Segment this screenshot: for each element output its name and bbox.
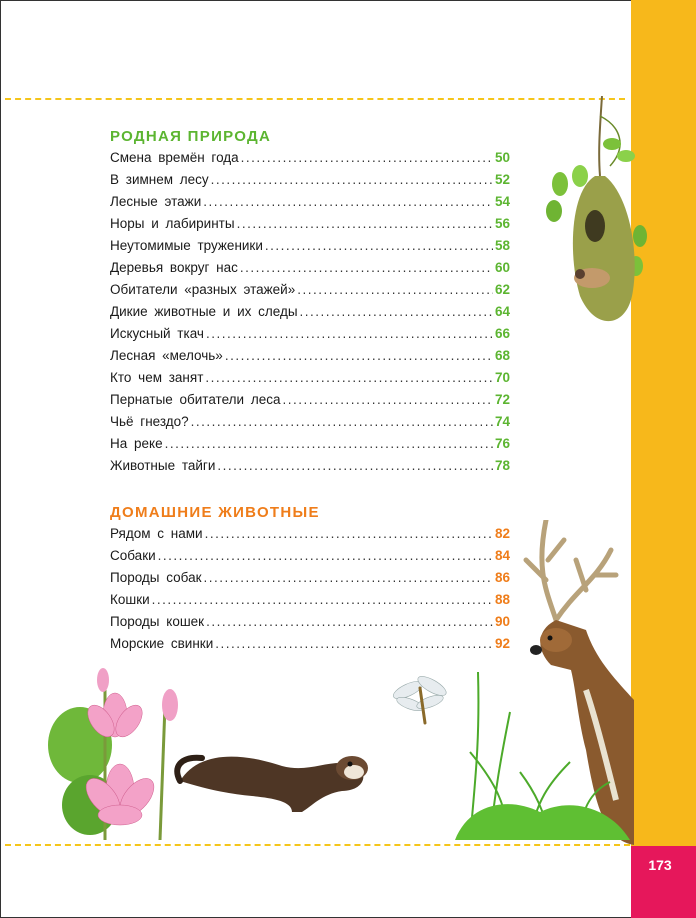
toc-entry-title: Морские свинки: [110, 636, 214, 651]
toc-entry[interactable]: [110, 191, 510, 213]
toc-entry[interactable]: [110, 433, 510, 455]
toc-entry-title: В зимнем лесу: [110, 172, 209, 187]
dashed-divider-top: [5, 98, 625, 100]
toc-leader-dots: [206, 611, 493, 633]
toc-entry[interactable]: [110, 523, 510, 545]
ferret-illustration: [172, 736, 372, 816]
toc-entry[interactable]: [110, 345, 510, 367]
toc-leader-dots: [205, 523, 493, 545]
section-title: ДОМАШНИЕ ЖИВОТНЫЕ: [110, 504, 320, 521]
toc-entry-title: Смена времён года: [110, 150, 239, 165]
toc-leader-dots: [205, 367, 493, 389]
toc-entry-page: 68: [494, 348, 510, 363]
toc-leader-dots: [206, 323, 493, 345]
toc-leader-dots: [225, 345, 493, 367]
toc-entry[interactable]: [110, 257, 510, 279]
toc-entry[interactable]: [110, 389, 510, 411]
toc-leader-dots: [217, 455, 493, 477]
toc-entry-page: 74: [494, 414, 510, 429]
toc-entry-page: 70: [494, 370, 510, 385]
toc-entry-page: 56: [494, 216, 510, 231]
toc-leader-dots: [237, 213, 493, 235]
toc-entry-page: 54: [494, 194, 510, 209]
toc-entry[interactable]: [110, 611, 510, 633]
toc-section-nature: [110, 126, 510, 477]
toc-entry-page: 88: [494, 592, 510, 607]
toc-entry-title: Искусный ткач: [110, 326, 204, 341]
toc-entry-title: Животные тайги: [110, 458, 216, 473]
toc-entry[interactable]: [110, 301, 510, 323]
toc-entry-title: Кто чем занят: [110, 370, 204, 385]
toc-entry[interactable]: [110, 147, 510, 169]
toc-entry-page: 50: [494, 150, 510, 165]
toc-entry[interactable]: [110, 279, 510, 301]
toc-entry-page: 58: [494, 238, 510, 253]
dragonfly-illustration: [390, 668, 450, 728]
toc-entry-title: Норы и лабиринты: [110, 216, 235, 231]
toc-leader-dots: [191, 411, 493, 433]
toc-leader-dots: [241, 147, 493, 169]
bird-nest-illustration: [540, 96, 650, 336]
toc-leader-dots: [211, 169, 493, 191]
toc-entry-page: 86: [494, 570, 510, 585]
toc-entry-title: Чьё гнездо?: [110, 414, 189, 429]
toc-leader-dots: [282, 389, 493, 411]
toc-leader-dots: [300, 301, 493, 323]
toc-entry-title: Дикие животные и их следы: [110, 304, 298, 319]
toc-entry-page: 72: [494, 392, 510, 407]
page-number: 173: [648, 857, 672, 873]
toc-entry-title: Деревья вокруг нас: [110, 260, 238, 275]
toc-entry-title: Породы кошек: [110, 614, 205, 629]
toc-list: [110, 147, 510, 477]
toc-leader-dots: [265, 235, 493, 257]
toc-entry[interactable]: [110, 545, 510, 567]
toc-entry-page: 64: [494, 304, 510, 319]
toc-entry-page: 84: [494, 548, 510, 563]
toc-entry-page: 62: [494, 282, 510, 297]
toc-entry[interactable]: [110, 455, 510, 477]
toc-entry-title: На реке: [110, 436, 163, 451]
toc-leader-dots: [204, 567, 493, 589]
toc-entry[interactable]: [110, 567, 510, 589]
toc-leader-dots: [165, 433, 493, 455]
toc-entry[interactable]: [110, 235, 510, 257]
toc-section-pets: [110, 502, 510, 655]
toc-leader-dots: [297, 279, 493, 301]
toc-entry[interactable]: [110, 589, 510, 611]
toc-entry-page: 66: [494, 326, 510, 341]
toc-entry-title: Обитатели «разных этажей»: [110, 282, 296, 297]
toc-entry[interactable]: [110, 213, 510, 235]
toc-entry[interactable]: [110, 367, 510, 389]
toc-entry-page: 82: [494, 526, 510, 541]
toc-leader-dots: [152, 589, 493, 611]
toc-entry-title: Рядом с нами: [110, 526, 203, 541]
toc-entry-title: Собаки: [110, 548, 156, 563]
toc-entry-title: Породы собак: [110, 570, 202, 585]
toc-leader-dots: [158, 545, 493, 567]
toc-entry-page: 60: [494, 260, 510, 275]
toc-entry-page: 76: [494, 436, 510, 451]
toc-entry-title: Кошки: [110, 592, 150, 607]
toc-entry-title: Лесная «мелочь»: [110, 348, 223, 363]
toc-leader-dots: [203, 191, 493, 213]
toc-entry[interactable]: [110, 633, 510, 655]
toc-leader-dots: [215, 633, 493, 655]
toc-entry[interactable]: [110, 411, 510, 433]
toc-list: [110, 523, 510, 655]
toc-entry-title: Неутомимые труженики: [110, 238, 263, 253]
toc-entry[interactable]: [110, 323, 510, 345]
section-title: РОДНАЯ ПРИРОДА: [110, 128, 272, 145]
toc-entry-page: 92: [494, 636, 510, 651]
toc-entry-title: Лесные этажи: [110, 194, 202, 209]
toc-entry-page: 52: [494, 172, 510, 187]
toc-leader-dots: [240, 257, 493, 279]
grass-illustration: [450, 672, 630, 840]
lotus-illustration: [45, 665, 195, 840]
toc-entry[interactable]: [110, 169, 510, 191]
toc-entry-title: Пернатые обитатели леса: [110, 392, 281, 407]
toc-entry-page: 90: [494, 614, 510, 629]
toc-entry-page: 78: [494, 458, 510, 473]
